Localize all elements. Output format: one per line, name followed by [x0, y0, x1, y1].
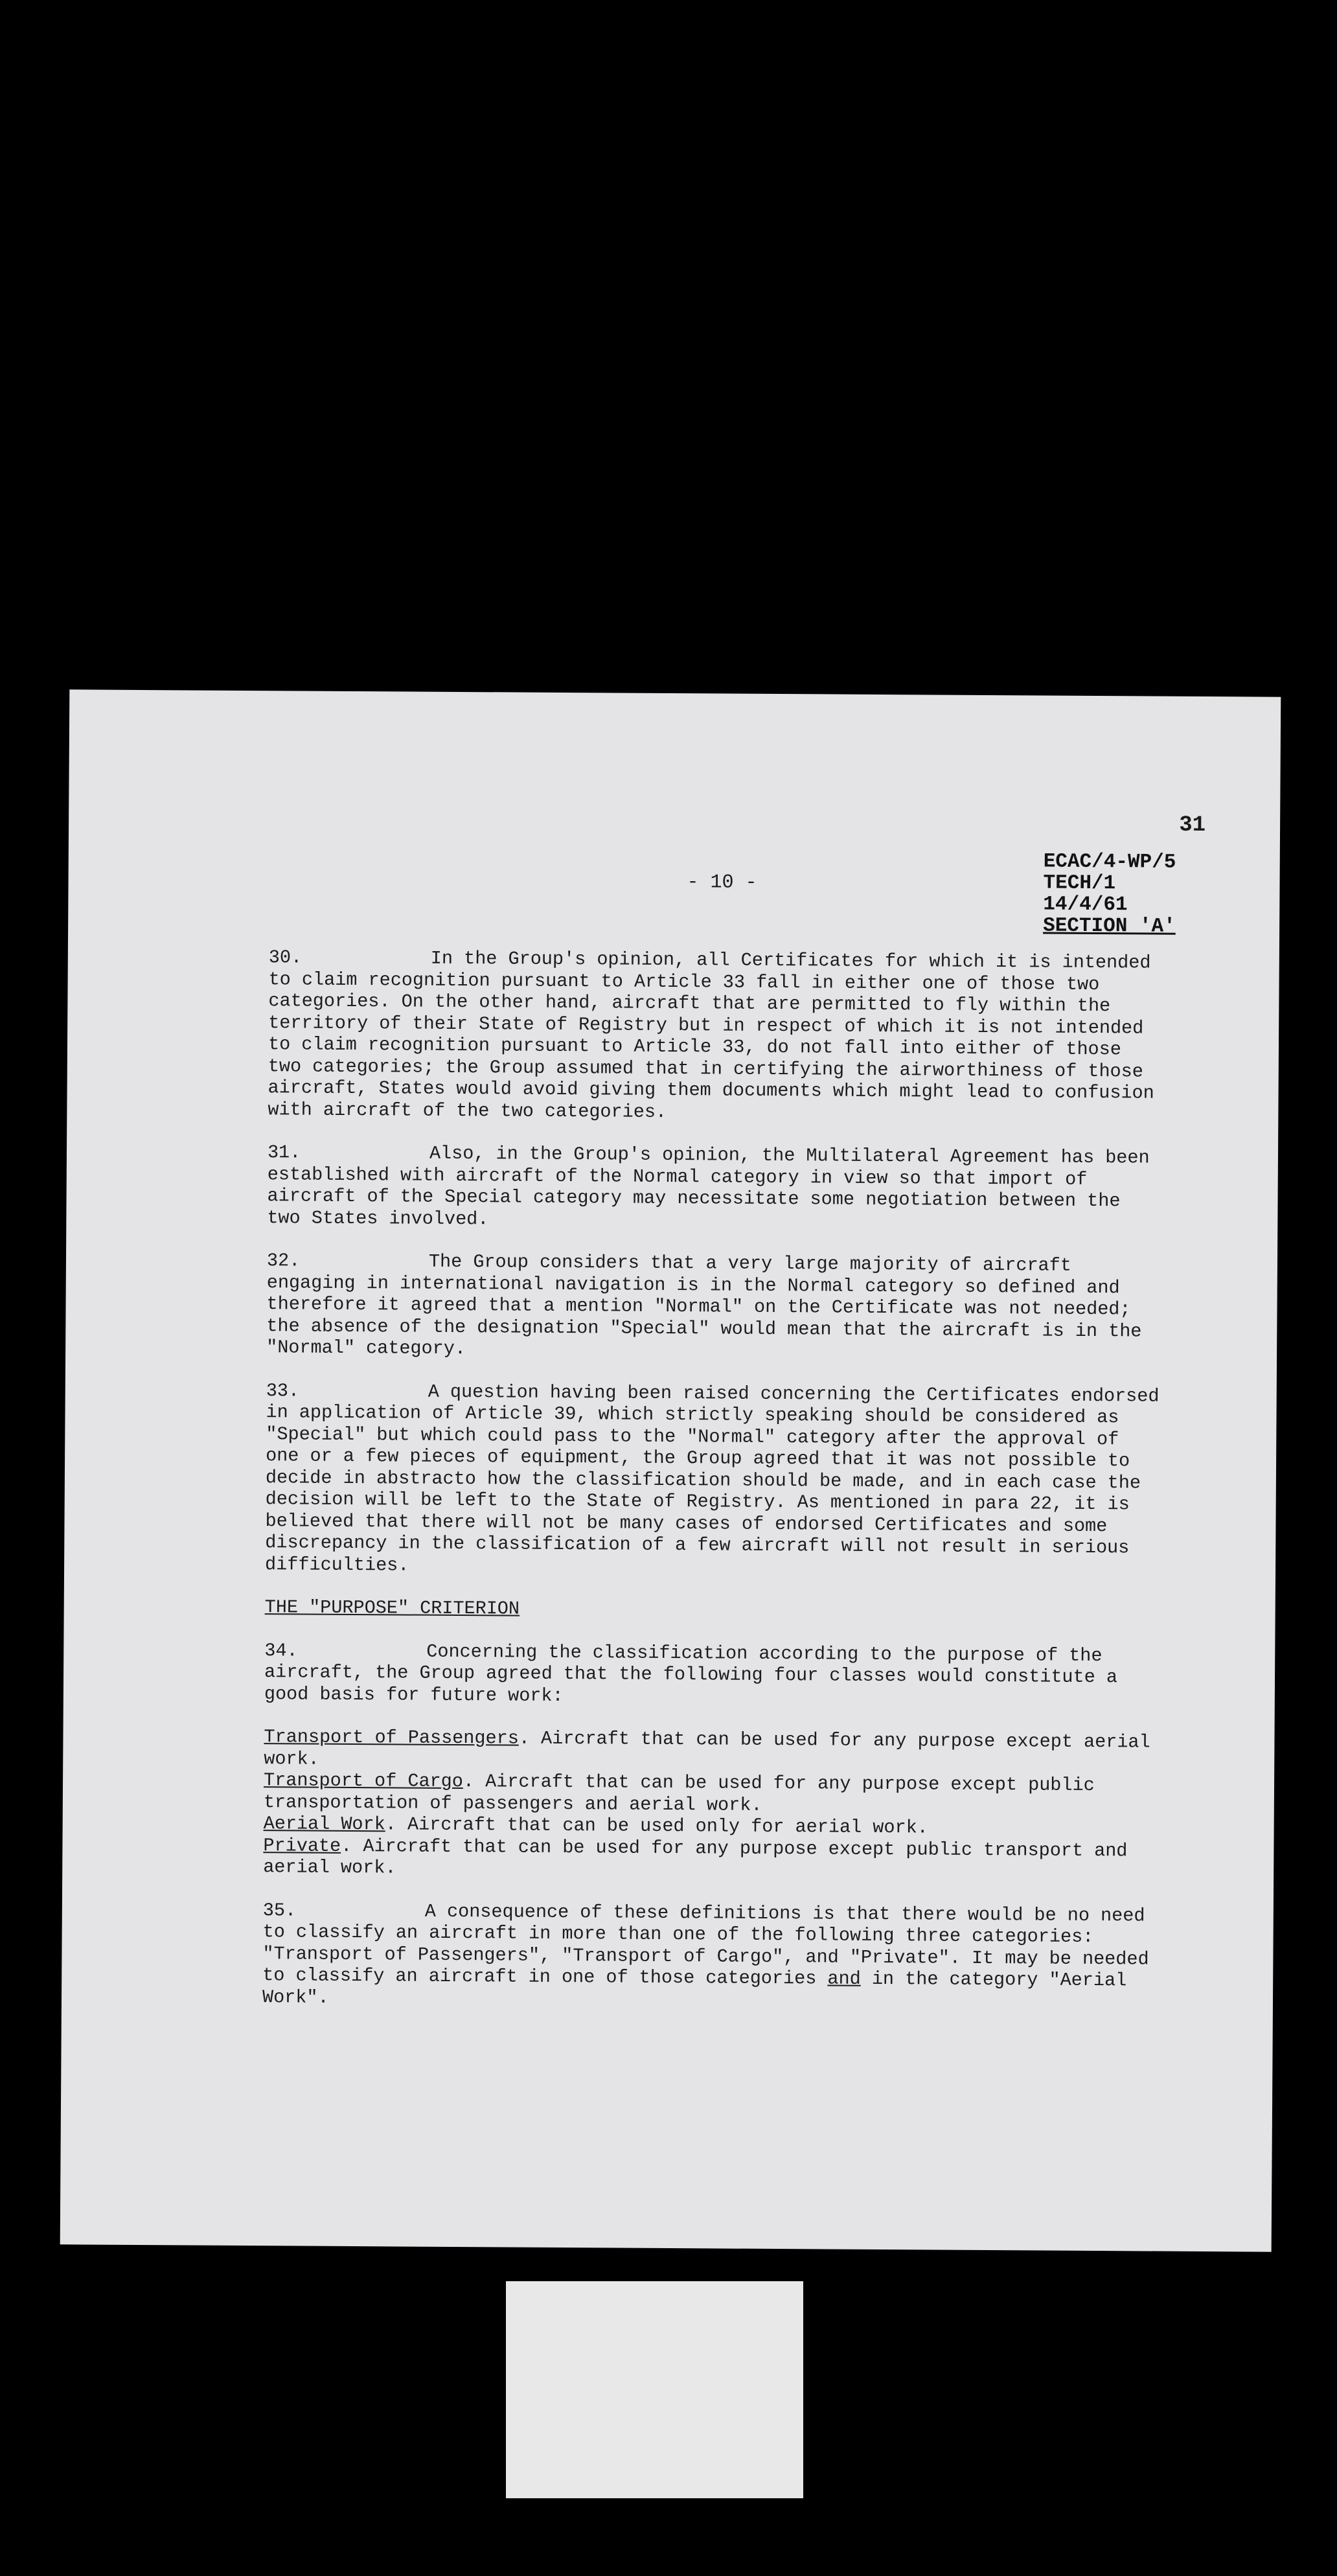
section-label: SECTION 'A' [1043, 914, 1176, 938]
reference-block [1043, 851, 1176, 937]
definition-term: Aerial Work [263, 1813, 385, 1835]
paragraph-text: A question having been raised concerning the Certificates endorsed in application of Article 39, which strictly speaking should be considered as "Special" but which could pass to the "Normal" category after the approval of one or a few pieces of equipment, the Group agreed that it was not possible to decide in abstracto how the classification should be made, and in each case the decision will be left to the State of Registry. As mentioned in para 22, it is believed that there will not be many cases of endorsed Certificates and some discrepancy in the classification of a few aircraft will not result in serious difficulties. [265, 1381, 1160, 1576]
page-number: 31 [1179, 812, 1206, 838]
paragraph-34 [264, 1640, 1159, 1710]
paragraph-text-after: in the category "Aerial Work". [262, 1968, 1127, 2008]
paragraph-text: The Group considers that a very large majority of aircraft engaging in international navigation is in the Normal category so defined and therefore it agreed that a mention "Normal" on the Certificate was not needed; the absence of the designation "Special" would mean that the aircraft is in the "Normal" category. [266, 1250, 1142, 1360]
paragraph-text: In the Group's opinion, all Certificates for which it is intended to claim recognition pursuant to Article 33 fall in either one of those two categories. On the other hand, aircraft that are permitted to fly within the territory of their State of Registry but in respect of which it is not intended to claim recognition pursuant to Article 33, do not fall into either of those two categories; the Group assumed that in certifying the airworthiness of those aircraft, States would avoid giving them documents which might lead to confusion with aircraft of the two categories. [268, 947, 1154, 1123]
section-heading: THE "PURPOSE" CRITERION [264, 1596, 520, 1620]
definitions-list [263, 1726, 1158, 1883]
paragraph-number: 35. [262, 1899, 297, 1921]
paragraph-number: 34. [264, 1639, 298, 1661]
definition-term: Private [263, 1834, 341, 1857]
blank-card [506, 2281, 803, 2498]
definition-term: Transport of Cargo [263, 1769, 464, 1793]
definition-text: . Aircraft that can be used only for aerial work. [385, 1813, 928, 1839]
definition-item [263, 1835, 1157, 1883]
paragraph-33 [265, 1380, 1160, 1581]
definition-text: . Aircraft that can be used for any purpose except public transport and aerial work. [263, 1835, 1128, 1879]
document-page [60, 689, 1281, 2251]
doc-reference: ECAC/4-WP/5 [1043, 850, 1176, 874]
definition-item [264, 1726, 1158, 1775]
paragraph-number: 32. [266, 1250, 301, 1272]
doc-date: 14/4/61 [1043, 893, 1128, 917]
paragraph-number: 33. [266, 1379, 300, 1401]
paragraph-emphasis: and [827, 1968, 861, 1990]
paragraph-text-before: A consequence of these definitions is that there would be no need to classify an aircraft in more than one of the following three categories: "Transport of Passengers", "Transport of Cargo", and "Private". It may be needed to classify an aircraft in one of those categories [262, 1900, 1149, 1990]
paragraph-35 [262, 1900, 1157, 2014]
definition-term: Transport of Passengers [264, 1726, 519, 1749]
paragraph-text: Also, in the Group's opinion, the Multilateral Agreement has been established with aircraft of the Normal category in view so that import of aircraft of the Special category may necessitate some negotiation between the two States involved. [267, 1142, 1150, 1230]
paragraph-30 [268, 947, 1163, 1125]
paragraph-32 [266, 1250, 1161, 1364]
definition-text: . Aircraft that can be used for any purpose except aerial work. [264, 1727, 1150, 1770]
center-page-number: - 10 - [687, 871, 757, 894]
tech-reference: TECH/1 [1043, 871, 1116, 895]
definition-text: . Aircraft that can be used for any purpose except public transportation of passengers and aerial work. [263, 1771, 1095, 1816]
paragraph-number: 31. [267, 1142, 301, 1164]
paragraph-text: Concerning the classification according to the purpose of the aircraft, the Group agreed that the following four classes would constitute a good basis for future work: [264, 1640, 1118, 1707]
body-text [262, 947, 1163, 2034]
definition-item [264, 1769, 1158, 1818]
paragraph-number: 30. [268, 947, 303, 969]
paragraph-31 [267, 1142, 1161, 1234]
